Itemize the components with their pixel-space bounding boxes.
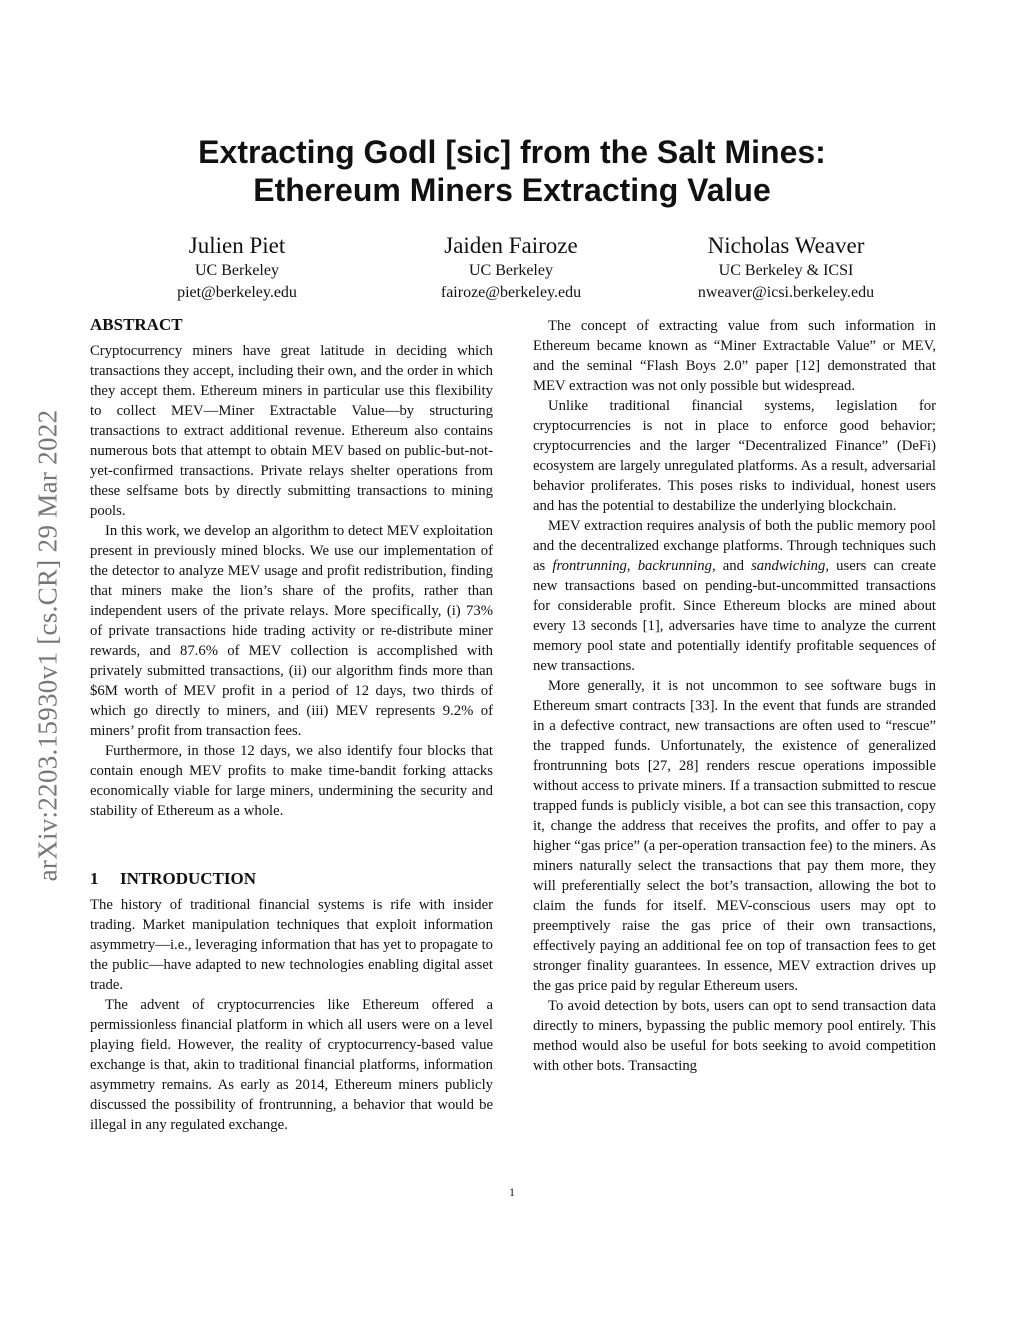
author-block-2 [361, 232, 661, 304]
term-frontrunning: frontrunning [552, 558, 627, 574]
introduction-heading [90, 867, 493, 891]
term-sandwiching: sandwiching [751, 558, 826, 574]
abstract-paragraph: Cryptocurrency miners have great latitude in deciding which transactions they accept, including their own, and the order in which they accept them. Ethereum miners in particular use this flexibility to collect MEV—Miner Extractable Value—by structuring transactions to extract additional revenue. Ethereum also contains numerous bots that attempt to obtain MEV based on public-but-not-yet-confirmed transactions. Private relays shelter operations from these selfsame bots by directly submitting transactions to mining pools. [90, 343, 493, 519]
abstract-paragraph: Furthermore, in those 12 days, we also identify four blocks that contain enough MEV profits to make time-bandit forking attacks economically viable for large miners, undermining the security and stability of Ethereum as a whole. [90, 743, 493, 819]
body-paragraph [533, 516, 936, 676]
author-name: Nicholas Weaver [707, 233, 865, 258]
author-affiliation: UC Berkeley [195, 262, 279, 279]
author-block-3 [636, 232, 936, 304]
paper-title [120, 133, 904, 209]
term-backrunning: backrunning [637, 558, 712, 574]
page-number: 1 [509, 1185, 515, 1199]
text-span: , users can create new transactions based on pending-but-uncommitted transactions for considerable profit. Since Ethereum blocks are mined about every 13 seconds [1], adversaries have time to analyze the current memory pool state and potentially identify profitable sequences of new transactions. [533, 558, 936, 674]
body-paragraph: The concept of extracting value from such information in Ethereum became known as “Miner Extractable Value” or MEV, and the seminal “Flash Boys 2.0” paper [12] demonstrated that MEV extraction was not only possible but widespread. [533, 318, 936, 394]
arxiv-identifier [28, 345, 68, 945]
title-line-2: Ethereum Miners Extracting Value [253, 172, 771, 208]
section-title: INTRODUCTION [120, 869, 257, 888]
text-span: , and [711, 558, 752, 574]
author-email: fairoze@berkeley.edu [440, 284, 582, 301]
text-span: , [626, 558, 638, 574]
author-name: Jaiden Fairoze [444, 233, 578, 258]
text-span: MEV extraction requires analysis of both the public memory pool and the decentralized exchange platforms. Through techniques such as [533, 518, 936, 574]
author-name: Julien Piet [188, 233, 286, 258]
body-paragraph: More generally, it is not uncommon to see software bugs in Ethereum smart contracts [33]. In the event that funds are stranded in a defective contract, new transactions are often used to “rescue” the trapped funds. Unfortunately, the existence of generalized frontrunning bots [27, 28] renders rescue operations impossible without access to private miners. If a transaction submitted to rescue trapped funds is publicly visible, a bot can see this transaction, copy it, change the address that receives the profits, and offer to pay a higher “gas price” (a per-operation transaction fee) to the miners. As miners naturally select the transactions that pay them more, they will preferentially select the bot’s transaction, allowing the bot to claim the funds for itself. MEV-conscious users may opt to preemptively raise the gas price of their own transactions, effectively paying an additional fee on top of transaction fees to get stronger finality guarantees. In essence, MEV extraction drives up the gas price paid by regular Ethereum users. [533, 678, 936, 994]
body-paragraph: Unlike traditional financial systems, legislation for cryptocurrencies is not in place to enforce good behavior; cryptocurrencies and the larger “Decentralized Finance” (DeFi) ecosystem are largely unregulated platforms. As a result, adversarial behavior proliferates. This poses risks to individual, honest users and has the potential to destabilize the underlying blockchain. [533, 398, 936, 514]
author-affiliation: UC Berkeley & ICSI [718, 262, 854, 279]
right-column [533, 316, 936, 1076]
intro-paragraph: The advent of cryptocurrencies like Ethereum offered a permissionless financial platform in which all users were on a level playing field. However, the reality of cryptocurrency-based value exchange is that, akin to traditional financial platforms, information asymmetry remains. As early as 2014, Ethereum miners publicly discussed the possibility of frontrunning, a behavior that would be illegal in any regulated exchange. [90, 997, 493, 1133]
abstract-heading: ABSTRACT [90, 315, 183, 334]
left-column [90, 313, 493, 1135]
arxiv-identifier-text: arXiv:2203.15930v1 [cs.CR] 29 Mar 2022 [32, 409, 63, 881]
intro-paragraph: The history of traditional financial systems is rife with insider trading. Market manipulation techniques that exploit information asymmetry—i.e., leveraging information that has yet to propagate to the public—have adapted to new technologies enabling digital asset trade. [90, 897, 493, 993]
author-email: piet@berkeley.edu [177, 284, 297, 301]
author-email: nweaver@icsi.berkeley.edu [697, 284, 875, 301]
section-number: 1 [90, 869, 99, 888]
title-line-1: Extracting Godl [sic] from the Salt Mines: [198, 134, 826, 170]
body-paragraph: To avoid detection by bots, users can opt to send transaction data directly to miners, bypassing the public memory pool entirely. This method would also be useful for bots seeking to avoid competition with other bots. Transacting [533, 998, 936, 1074]
author-affiliation: UC Berkeley [469, 262, 553, 279]
abstract-paragraph: In this work, we develop an algorithm to detect MEV exploitation present in previously mined blocks. We use our implementation of the detector to analyze MEV usage and profit redistribution, finding that miners make the lion’s share of the profits, rather than independent users of the private relays. More specifically, (i) 73% of private transactions hide trading activity or re-distribute miner rewards, and 87.6% of MEV collection is accomplished with privately submitted transactions, (ii) our algorithm finds more than $6M worth of MEV profit in a period of 12 days, two thirds of which go directly to miners, and (iii) MEV represents 9.2% of miners’ profit from transaction fees. [90, 523, 493, 739]
author-block-1 [87, 232, 387, 304]
